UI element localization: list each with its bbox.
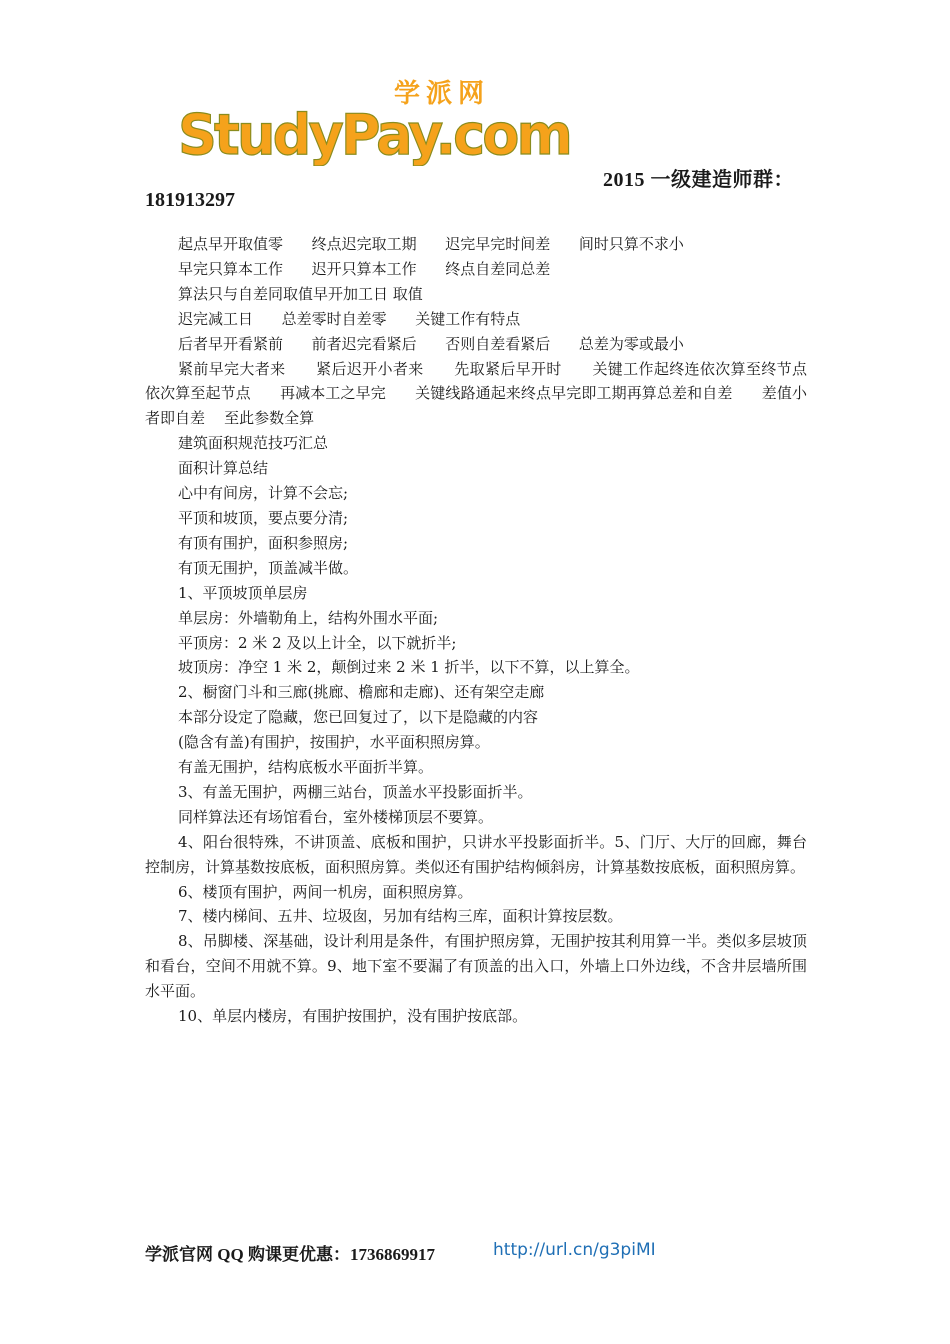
paragraph: 起点早开取值零 终点迟完取工期 迟完早完时间差 间时只算不求小 [178,235,684,253]
qq-group-label: 2015 一级建造师群： [603,169,794,191]
qq-group-number: 181913297 [145,189,235,211]
paragraph: 2、橱窗门斗和三廊(挑廊、檐廊和走廊)、还有架空走廊 [178,683,545,702]
paragraph: 有顶有围护，面积参照房; [178,533,349,552]
paragraph: 6、楼顶有围护，两间一机房，面积照房算。 [178,882,473,901]
paragraph: 3、有盖无围护，两棚三站台，顶盖水平投影面折半。 [178,782,533,801]
paragraph: 10、单层内楼房，有围护按围护，没有围护按底部。 [178,1007,528,1026]
section-subheading: 面积计算总结 [178,459,269,478]
paragraph: 4、阳台很特殊，不讲顶盖、底板和围护，只讲水平投影面折半。5、门厅、大厅的回廊，舞台控制房，计算基数按底板，面积照房算。类似还有围护结构倾斜房，计算基数按底板，面积照房算。 [145,832,807,876]
section-heading: 建筑面积规范技巧汇总 [178,434,329,453]
paragraph: 单层房：外墙勒角上，结构外围水平面; [178,608,439,627]
paragraph: 有顶无围护，顶盖减半做。 [178,558,359,577]
paragraph: 算法只与自差同取值早开加工日 取值 [178,284,423,303]
logo-chinese: 学派网 [394,79,491,109]
paragraph: 平顶房：2 米 2 及以上计全，以下就折半; [178,633,457,652]
document-body [145,232,836,1029]
paragraph: 早完只算本工作 迟开只算本工作 终点自差同总差 [178,259,551,278]
paragraph: 平顶和坡顶，要点要分清; [178,508,349,527]
paragraph: 1、平顶坡顶单层房 [178,583,308,602]
paragraph: 7、楼内梯间、五井、垃圾囱，另加有结构三库，面积计算按层数。 [178,907,623,926]
footer-promo: 学派官网 QQ 购课更优惠：1736869917 [145,1245,435,1264]
paragraph: 紧前早完大者来 紧后迟开小者来 先取紧后早开时 关键工作起终连依次算至终节点 依次算至起节点 再减本工之早完 关键线路通起来终点早完即工期再算总差和自差 差值小者即自差 至此参数全算 [145,359,836,428]
paragraph: (隐含有盖)有围护，按围护，水平面积照房算。 [178,733,490,752]
studypay-logo [176,74,576,166]
paragraph: 坡顶房：净空 1 米 2，颠倒过来 2 米 1 折半，以下不算，以上算全。 [178,658,640,677]
paragraph: 本部分设定了隐藏，您已回复过了，以下是隐藏的内容 [178,708,539,727]
paragraph: 有盖无围护，结构底板水平面折半算。 [178,758,434,777]
paragraph: 迟完减工日 总差零时自差零 关键工作有特点 [178,309,521,328]
paragraph: 心中有间房，计算不会忘; [178,484,349,503]
paragraph: 同样算法还有场馆看台，室外楼梯顶层不要算。 [178,807,494,826]
footer-link[interactable]: http://url.cn/g3piMI [493,1240,656,1260]
paragraph: 后者早开看紧前 前者迟完看紧后 否则自差看紧后 总差为零或最小 [178,334,684,353]
logo-wordmark: StudyPay.com [178,103,570,166]
paragraph: 8、吊脚楼、深基础，设计利用是条件，有围护照房算，无围护按其利用算一半。类似多层坡顶和看台，空间不用就不算。9、地下室不要漏了有顶盖的出入口，外墙上口外边线，不含井层墙所围水平面。 [145,932,807,1001]
